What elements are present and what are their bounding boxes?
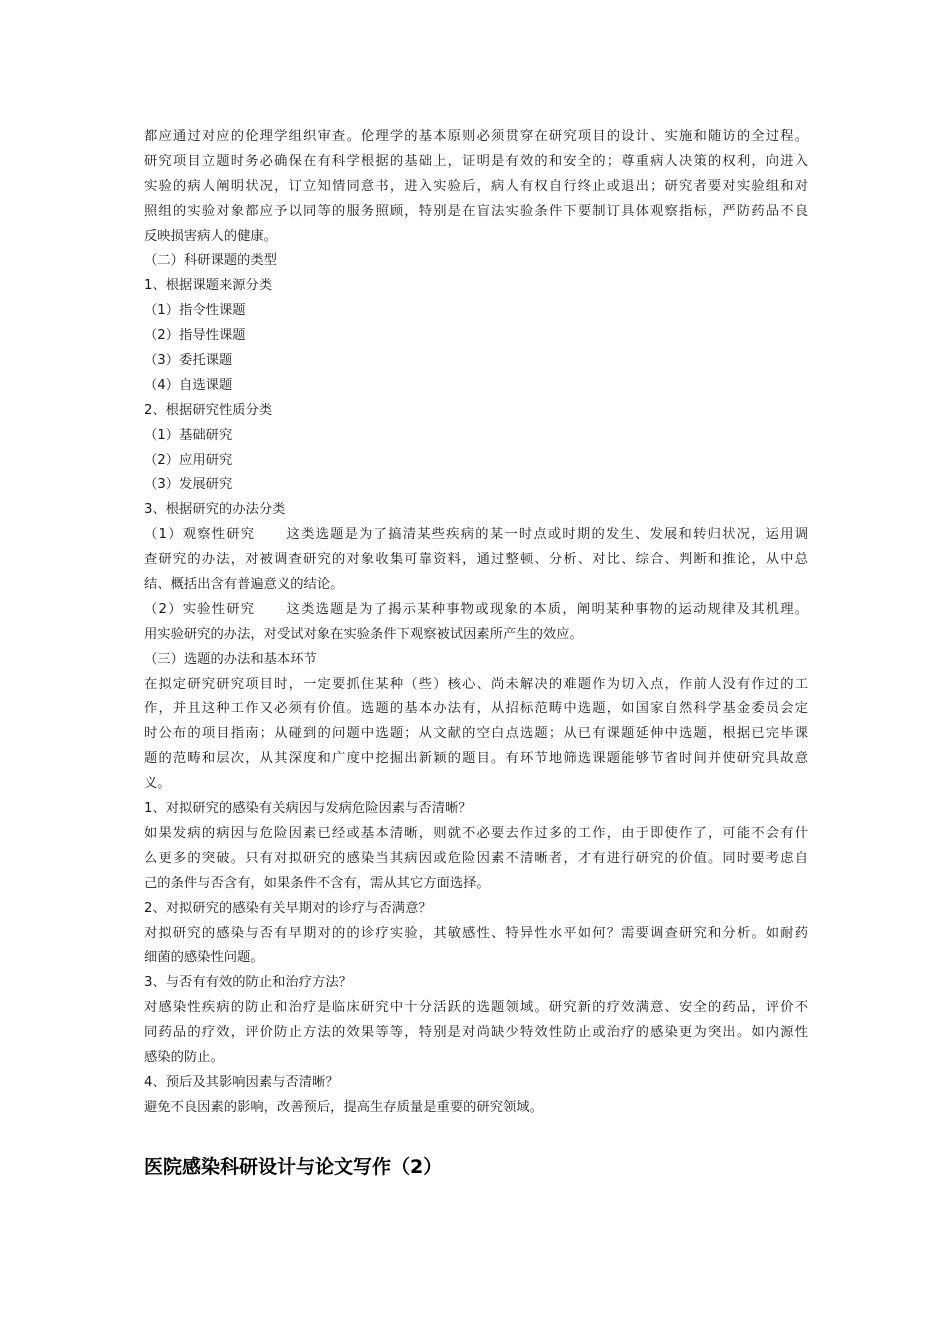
text-line [144, 548, 808, 573]
text-line [144, 1071, 808, 1096]
text-line [144, 399, 808, 424]
text-line [144, 897, 808, 922]
text-line [144, 225, 808, 250]
line-text: 同药品的疗效，评价防止方法的效果等等，特别是对尚缺少特效性防止或治疗的感染更为突出。如内源性 [144, 1025, 808, 1041]
line-text: 感染的防止。 [144, 1049, 224, 1065]
line-text: 2、对拟研究的感染有关早期对的诊疗与否满意？ [144, 900, 432, 916]
text-line [144, 1021, 808, 1046]
text-line [144, 722, 808, 747]
text-line [144, 449, 808, 474]
paragraph-lines [144, 125, 808, 1121]
line-text: 2、根据研究性质分类 [144, 402, 273, 418]
text-line [144, 125, 808, 150]
line-text: 这类选题是为了搞清某些疾病的某一时点或时期的发生、发展和转归状况，运用调 [285, 527, 808, 543]
text-line [144, 498, 808, 523]
line-text: 1、根据课题来源分类 [144, 278, 273, 294]
text-line [144, 697, 808, 722]
line-text: 反映损害病人的健康。 [144, 228, 277, 244]
line-text: 都应通过对应的伦理学组织审查。伦理学的基本原则必须贯穿在研究项目的设计、实施和随访的全过程。 [144, 129, 808, 144]
text-line [144, 473, 808, 498]
line-text: 如果发病的病因与危险因素已经或基本清晰，则就不必要去作过多的工作，由于即使作了，可能不会有什 [144, 825, 808, 841]
line-text: 1、对拟研究的感染有关病因与发病危险因素与否清晰？ [144, 801, 472, 817]
text-line [144, 249, 808, 274]
item-label: （2）实验性研究 [144, 601, 256, 617]
line-text: （1）基础研究 [144, 427, 233, 443]
line-text: （1）指令性课题 [144, 303, 246, 319]
section-heading: 医院感染科研设计与论文写作（2） [144, 1155, 443, 1178]
line-text: 3、根据研究的办法分类 [144, 502, 286, 518]
text-line [144, 200, 808, 225]
line-text: 题的范畴和层次，从其深度和广度中挖掘出新颖的题目。有环节地筛选课题能够节省时间并使研究具故意 [144, 751, 808, 767]
text-line [144, 922, 808, 947]
text-line [144, 1046, 808, 1071]
line-text: 对拟研究的感染与否有早期对的的诊疗实验，其敏感性、特异性水平如何？需要调查研究和分析。如耐药 [144, 925, 808, 941]
line-text: 研究项目立题时务必确保在有科学根据的基础上，证明是有效的和安全的；尊重病人决策的权利，向进入 [144, 153, 808, 169]
text-line [144, 299, 808, 324]
text-line [144, 971, 808, 996]
line-text: 义。 [144, 776, 171, 792]
line-text: （二）科研课题的类型 [144, 253, 277, 269]
text-line [144, 150, 808, 175]
text-line [144, 996, 808, 1021]
text-line [144, 374, 808, 399]
text-line [144, 822, 808, 847]
line-text: （2）应用研究 [144, 452, 233, 468]
text-line [144, 573, 808, 598]
text-line [144, 872, 808, 897]
line-text: （三）选题的办法和基本环节 [144, 651, 317, 667]
text-line [144, 747, 808, 772]
line-text: 作，并且这种工作又必须有价值。选题的基本办法有，从招标范畴中选题，如国家自然科学基金委员会定 [144, 701, 808, 717]
line-text: 在拟定研究研究项目时，一定要抓住某种（些）核心、尚未解决的难题作为切入点，作前人没有作过的工 [144, 676, 808, 692]
line-text: 这类选题是为了揭示某种事物或现象的本质，阐明某种事物的运动规律及其机理。 [285, 601, 808, 617]
line-text: 对感染性疾病的防止和治疗是临床研究中十分活跃的选题领域。研究新的疗效满意、安全的药品，评价不 [144, 1000, 808, 1016]
text-line [144, 175, 808, 200]
text-line [144, 797, 808, 822]
text-line [144, 598, 808, 623]
text-line [144, 1096, 808, 1121]
text-line [144, 274, 808, 299]
text-line [144, 772, 808, 797]
text-line [144, 523, 808, 548]
line-text: 时公布的项目指南；从碰到的问题中选题；从文献的空白点选题；从已有课题延伸中选题，根据已完毕课 [144, 726, 808, 742]
text-line [144, 648, 808, 673]
line-text: 己的条件与否含有，如果条件不含有，需从其它方面选择。 [144, 875, 490, 891]
text-line [144, 623, 808, 648]
line-text: （3）委托课题 [144, 353, 233, 369]
line-text: 避免不良因素的影响，改善预后，提高生存质量是重要的研究领域。 [144, 1099, 543, 1115]
line-text: （2）指导性课题 [144, 328, 246, 344]
line-text: 细菌的感染性问题。 [144, 950, 264, 966]
line-text: 查研究的办法，对被调查研究的对象收集可靠资料，通过整顿、分析、对比、综合、判断和推论，从中总 [144, 552, 808, 568]
line-text: 结、概括出含有普遍意义的结论。 [144, 577, 344, 593]
line-text: 么更多的突破。只有对拟研究的感染当其病因或危险因素不清晰者，才有进行研究的价值。同时要考虑自 [144, 850, 808, 866]
text-line [144, 324, 808, 349]
line-text: 用实验研究的办法，对受试对象在实验条件下观察被试因素所产生的效应。 [144, 626, 583, 642]
line-text: （3）发展研究 [144, 477, 233, 493]
line-text: （4）自选课题 [144, 377, 233, 393]
line-text: 3、与否有有效的防止和治疗方法？ [144, 975, 352, 991]
item-label: （1）观察性研究 [144, 527, 256, 543]
text-line [144, 424, 808, 449]
text-line [144, 349, 808, 374]
document-body [144, 125, 808, 1182]
text-line [144, 847, 808, 872]
text-line [144, 673, 808, 698]
line-text: 照组的实验对象都应予以同等的服务照顾，特别是在盲法实验条件下要制订具体观察指标，严防药品不良 [144, 203, 808, 219]
line-text: 4、预后及其影响因素与否清晰？ [144, 1074, 339, 1090]
line-text: 实验的病人阐明状况，订立知情同意书，进入实验后，病人有权自行终止或退出；研究者要对实验组和对 [144, 178, 808, 194]
text-line [144, 946, 808, 971]
